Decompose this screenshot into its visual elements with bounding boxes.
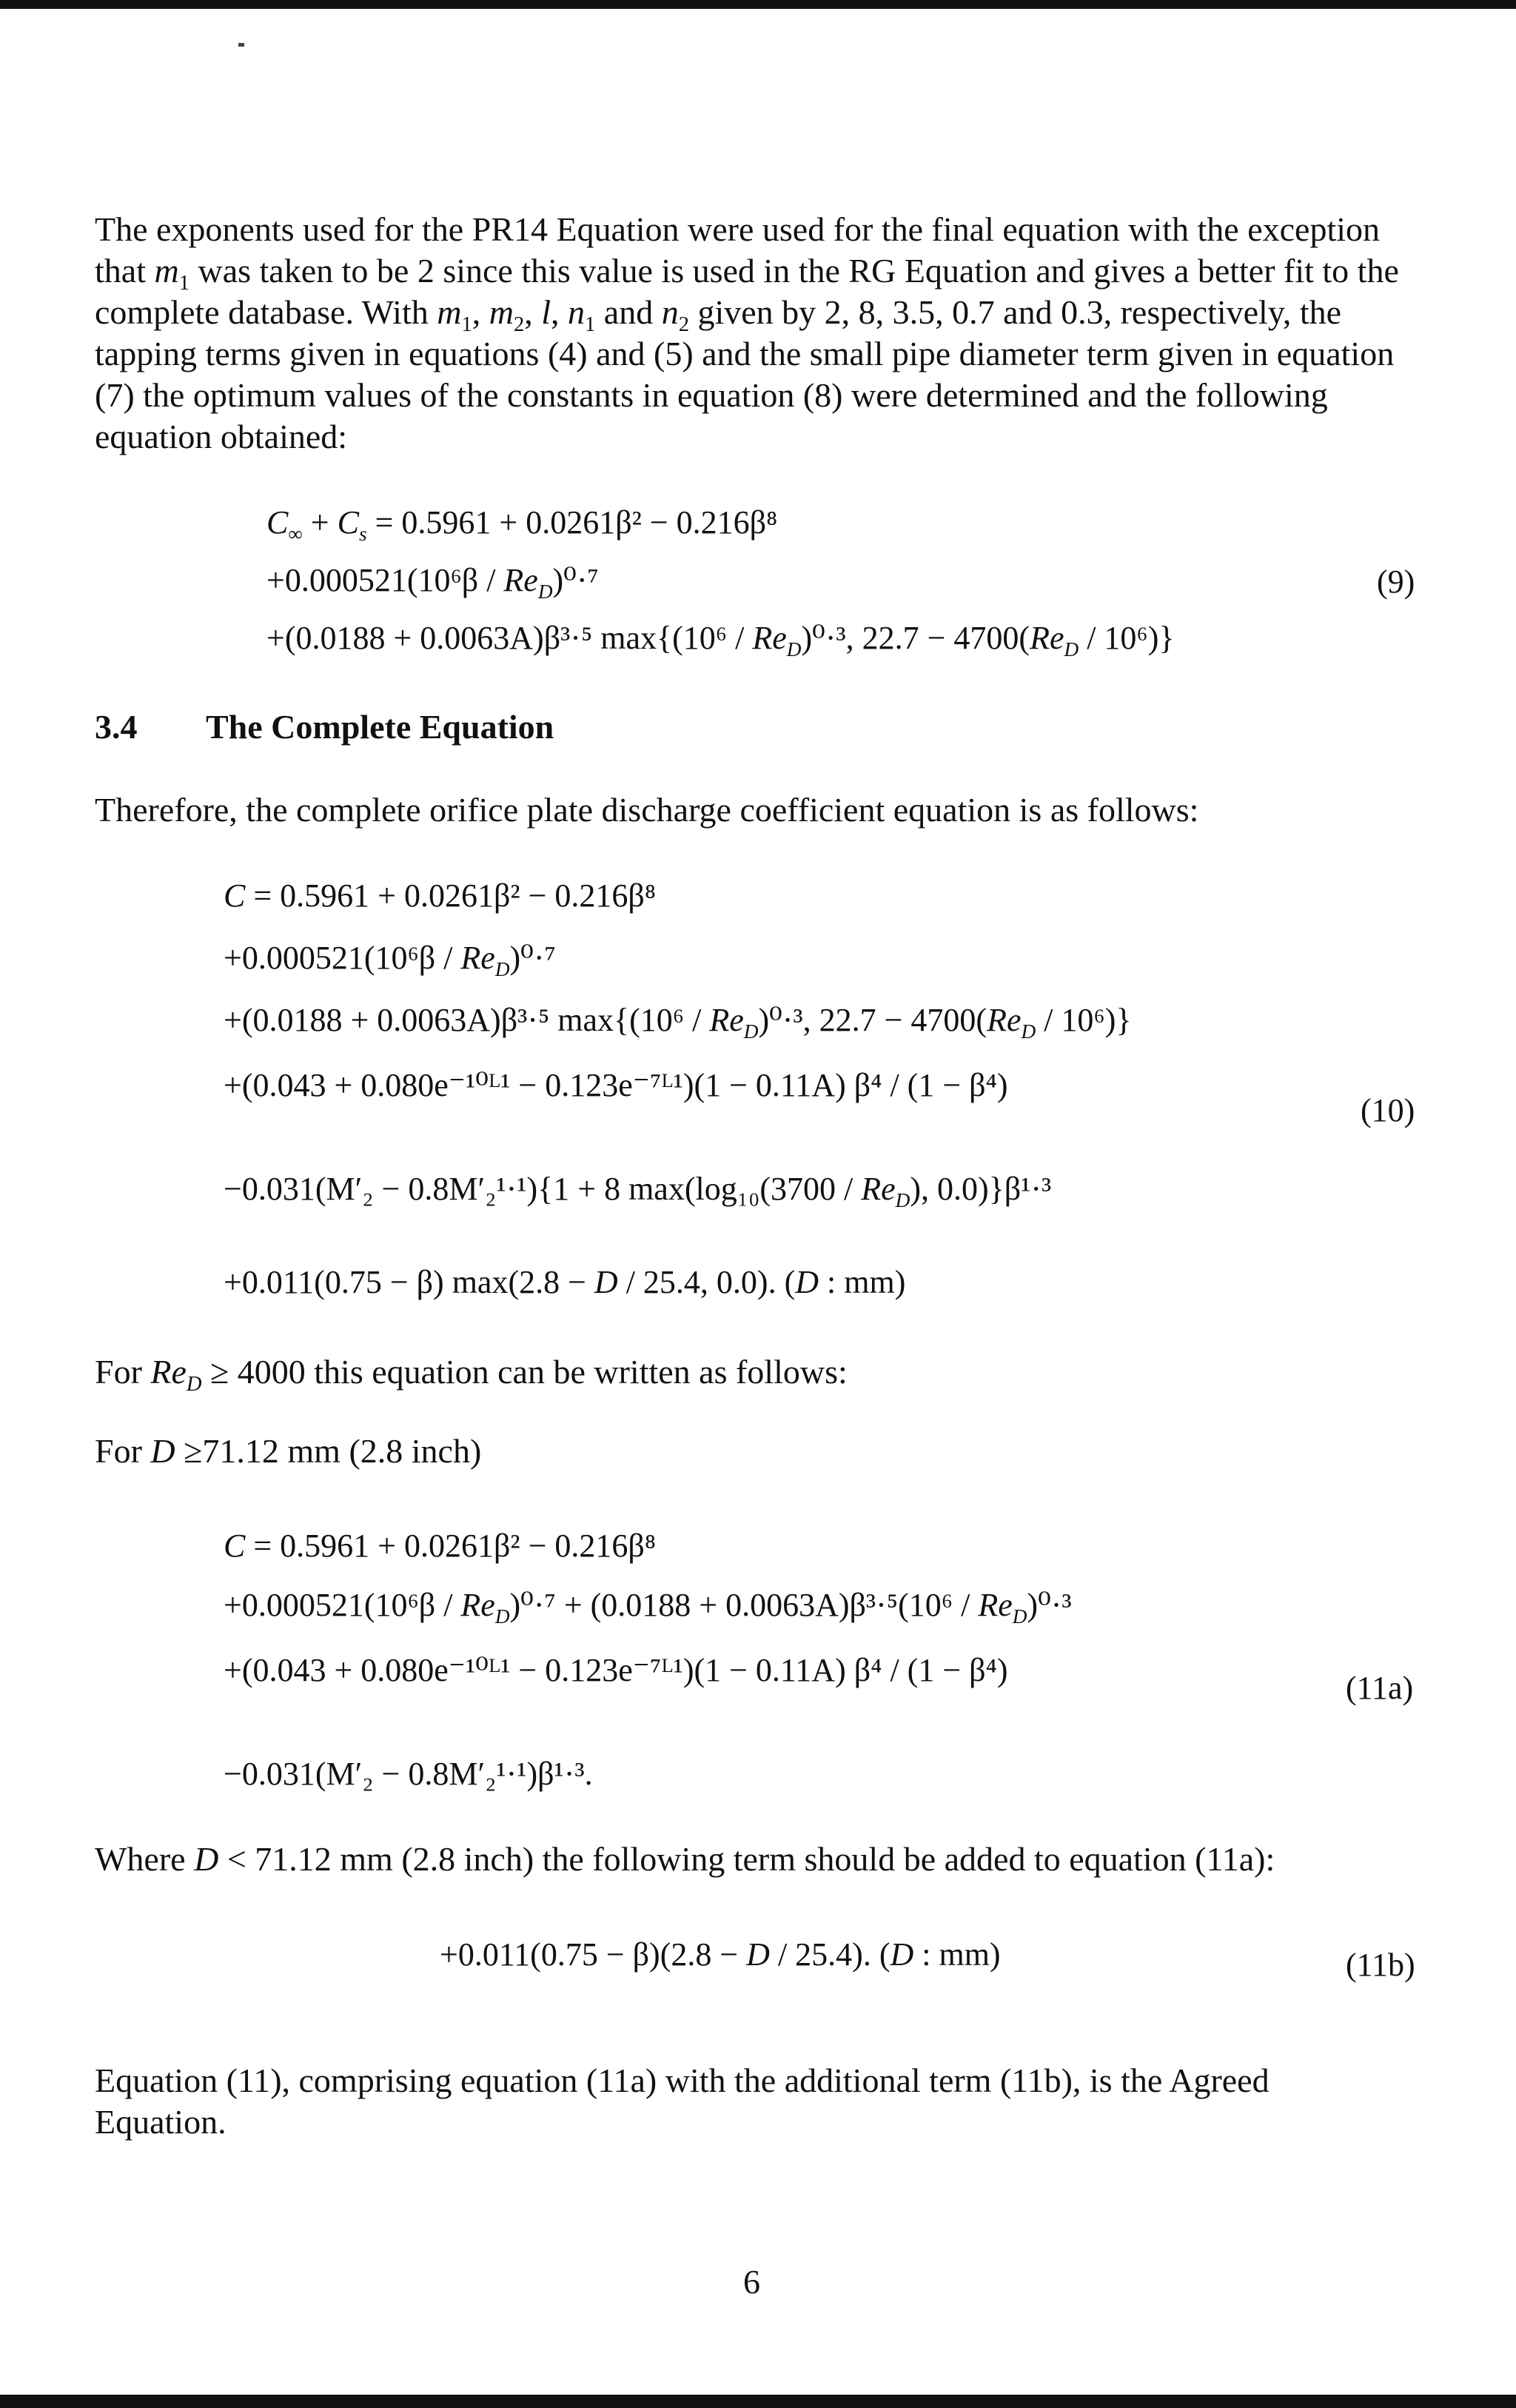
diameter-condition: For D ≥71.12 mm (2.8 inch) bbox=[95, 1432, 482, 1470]
equation-10-line-2: $+0.000521(10^6\beta / Re_D)^0\cdot^7$ bbox=[224, 940, 556, 980]
complete-equation-intro: Therefore, the complete orifice plate discharge coefficient equation is as follows: bbox=[95, 791, 1199, 829]
page-number: 6 bbox=[743, 2263, 760, 2301]
equation-11a-number: (11a) bbox=[1346, 1670, 1414, 1706]
equation-10-line-3: +(0.0188 + 0.0063A)β³·⁵ $\max\{(10^6 / Re_D)^0\cdot^3$, $22.7 - 4700(Re_D / 10^6)$} bbox=[224, 1002, 1132, 1043]
equation-11b-line-1: +0.011(0.75 − β)(2.8 − D / 25.4). (D : mm) bbox=[440, 1936, 1001, 1973]
equation-9-number: (9) bbox=[1377, 563, 1415, 600]
equation-10-line-6: +0.011(0.75 − β) max(2.8 − D / 25.4, 0.0). (D : mm) bbox=[224, 1264, 906, 1300]
bottom-border bbox=[0, 2395, 1516, 2408]
scan-speck bbox=[238, 43, 244, 47]
section-number: 3.4 bbox=[95, 708, 138, 746]
equation-11a-line-1: C = 0.5961 + 0.0261β² − 0.216β⁸ bbox=[224, 1528, 657, 1564]
equation-10-number: (10) bbox=[1361, 1092, 1415, 1128]
equation-11b-number: (11b) bbox=[1346, 1947, 1415, 1983]
equation-9-line-2: $+0.000521(10^6\beta / Re_D)^0\cdot^7$ bbox=[266, 562, 599, 603]
equation-11a-line-4: −0.031(M′₂ − 0.8M′₂¹·¹)β¹·³. bbox=[224, 1756, 593, 1792]
closing-paragraph: Equation (11), comprising equation (11a) with the additional term (11b), is the Agreed Equation. bbox=[95, 2061, 1270, 2141]
equation-10-line-1: C = 0.5961 + 0.0261β² − 0.216β⁸ bbox=[224, 877, 657, 914]
equation-11a-line-2: $+0.000521(10^6\beta / Re_D)^0\cdot^7 + (0.0188 + 0.0063A)\beta^3\cdot^5(10^6 / Re_D)^0\cdot^3$ bbox=[224, 1587, 1072, 1628]
equation-9-line-1: $C_\infty + C_s = 0.5961 + 0.0261\beta^2 - 0.216\beta^8$ bbox=[266, 504, 778, 545]
intro-paragraph: The exponents used for the PR14 Equation were used for the final equation with the exception that $m_1$ was taken to be 2 since this value is used in the RG Equation and gives a better fit to the complete database. With $m_1$, $m_2$, l, $n_1$ and $n_2$ given by 2, 8, 3.5, 0.7 and 0.3, respectively, the tapping terms given in equations (4) and (5) and the small pipe diameter term given in equation (7) the optimum values of the constants in equation (8) were determined and the following equation obtained: bbox=[95, 210, 1399, 455]
equation-9-line-3: +(0.0188 + 0.0063A)β³·⁵ $\max\{(10^6 / Re_D)^0\cdot^3$, $22.7 - 4700(Re_D / 10^6)$} bbox=[266, 620, 1175, 660]
section-heading bbox=[95, 707, 554, 746]
small-pipe-paragraph: Where D < 71.12 mm (2.8 inch) the following term should be added to equation (11a): bbox=[95, 1840, 1275, 1878]
condition-paragraph: For $Re_D \ge 4000$ this equation can be written as follows: bbox=[95, 1353, 848, 1397]
equation-10-line-4: +(0.043 + 0.080e⁻¹⁰ᴸ¹ − 0.123e⁻⁷ᴸ¹)(1 − 0.11A) β⁴ / (1 − β⁴) bbox=[224, 1067, 1008, 1103]
equation-11a-line-3: +(0.043 + 0.080e⁻¹⁰ᴸ¹ − 0.123e⁻⁷ᴸ¹)(1 − 0.11A) β⁴ / (1 − β⁴) bbox=[224, 1652, 1008, 1688]
equation-10-line-5: −0.031(M′₂ − 0.8M′₂¹·¹){1 + 8 $\max(\log_{10}(3700 / Re_D)$, 0.0)}β¹·³ bbox=[224, 1171, 1052, 1211]
top-border bbox=[0, 0, 1516, 9]
section-title: The Complete Equation bbox=[206, 708, 554, 746]
